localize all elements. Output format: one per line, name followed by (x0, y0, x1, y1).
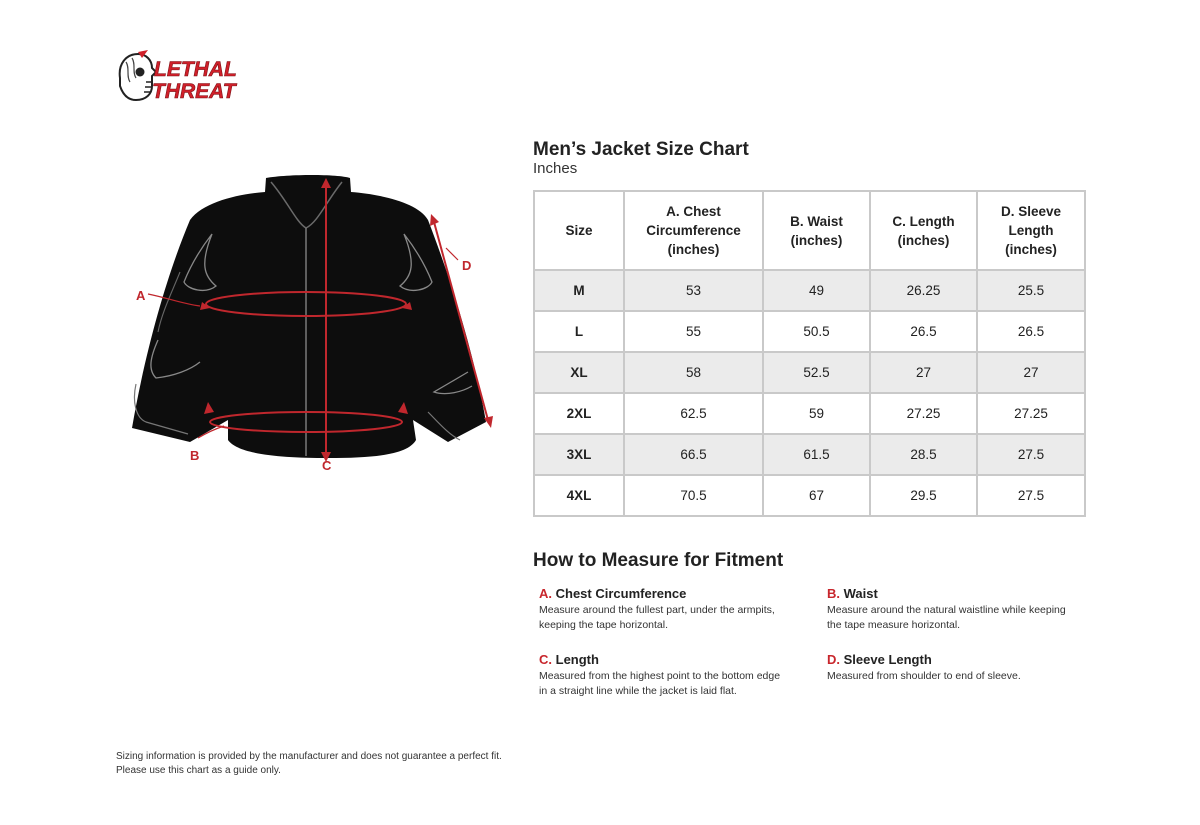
table-header-row (534, 191, 1085, 270)
cell-length: 26.5 (870, 311, 977, 352)
cell-chest: 62.5 (624, 393, 763, 434)
logo-text-line1: LETHAL (154, 58, 237, 81)
measure-item-sleeve (827, 652, 1097, 684)
header-sleeve: D. Sleeve Length (inches) (977, 191, 1085, 270)
header-size: Size (534, 191, 624, 270)
cell-waist: 59 (763, 393, 870, 434)
disclaimer-line: Sizing information is provided by the manufacturer and does not guarantee a perfect fit. (116, 751, 502, 762)
label-b: B (190, 448, 200, 463)
cell-size: L (534, 311, 624, 352)
measure-letter: B. (827, 586, 840, 601)
cell-length: 27 (870, 352, 977, 393)
header-waist: B. Waist (inches) (763, 191, 870, 270)
jacket-diagram (128, 172, 498, 472)
cell-length: 28.5 (870, 434, 977, 475)
header-chest: A. Chest Circumference (inches) (624, 191, 763, 270)
cell-waist: 61.5 (763, 434, 870, 475)
table-row (534, 311, 1085, 352)
measure-name: Waist (843, 586, 878, 601)
table-row (534, 475, 1085, 516)
label-d: D (462, 258, 472, 273)
cell-size: 2XL (534, 393, 624, 434)
cell-size: M (534, 270, 624, 311)
cell-waist: 49 (763, 270, 870, 311)
measure-item-waist (827, 586, 1097, 633)
cell-size: XL (534, 352, 624, 393)
skull-icon (120, 50, 156, 100)
cell-sleeve: 27.25 (977, 393, 1085, 434)
measure-desc-line: Measured from the highest point to the bottom edge (539, 670, 781, 682)
disclaimer-line: Please use this chart as a guide only. (116, 765, 281, 776)
chart-unit: Inches (533, 160, 578, 177)
cell-sleeve: 27.5 (977, 475, 1085, 516)
logo-text-line2: THREAT (152, 80, 236, 103)
cell-waist: 67 (763, 475, 870, 516)
cell-waist: 52.5 (763, 352, 870, 393)
cell-chest: 53 (624, 270, 763, 311)
label-a: A (136, 288, 146, 303)
cell-size: 3XL (534, 434, 624, 475)
header-length: C. Length (inches) (870, 191, 977, 270)
measure-desc-line: keeping the tape horizontal. (539, 619, 669, 631)
measure-desc-line: Measured from shoulder to end of sleeve. (827, 670, 1021, 682)
cell-sleeve: 25.5 (977, 270, 1085, 311)
cell-sleeve: 27.5 (977, 434, 1085, 475)
measure-letter: D. (827, 652, 840, 667)
table-row (534, 434, 1085, 475)
cell-length: 27.25 (870, 393, 977, 434)
size-table (533, 190, 1086, 517)
cell-chest: 55 (624, 311, 763, 352)
measure-name: Chest Circumference (555, 586, 687, 601)
measure-item-chest (539, 586, 809, 633)
measure-desc-line: Measure around the fullest part, under the armpits, (539, 604, 775, 616)
measure-desc-line: the tape measure horizontal. (827, 619, 961, 631)
measure-desc-line: in a straight line while the jacket is laid flat. (539, 685, 737, 697)
label-c: C (322, 458, 332, 472)
chart-title: Men’s Jacket Size Chart (533, 139, 749, 160)
measure-name: Sleeve Length (843, 652, 932, 667)
howto-title: How to Measure for Fitment (533, 550, 784, 571)
measure-item-length (539, 652, 809, 699)
cell-length: 26.25 (870, 270, 977, 311)
cell-chest: 58 (624, 352, 763, 393)
measure-letter: A. (539, 586, 552, 601)
cell-chest: 66.5 (624, 434, 763, 475)
cell-size: 4XL (534, 475, 624, 516)
brand-logo (112, 48, 272, 108)
disclaimer (116, 750, 536, 778)
cell-length: 29.5 (870, 475, 977, 516)
cell-sleeve: 26.5 (977, 311, 1085, 352)
measure-letter: C. (539, 652, 552, 667)
cell-waist: 50.5 (763, 311, 870, 352)
cell-chest: 70.5 (624, 475, 763, 516)
cell-sleeve: 27 (977, 352, 1085, 393)
measure-desc-line: Measure around the natural waistline while keeping (827, 604, 1066, 616)
table-row (534, 352, 1085, 393)
table-row (534, 270, 1085, 311)
table-row (534, 393, 1085, 434)
measure-name: Length (555, 652, 599, 667)
